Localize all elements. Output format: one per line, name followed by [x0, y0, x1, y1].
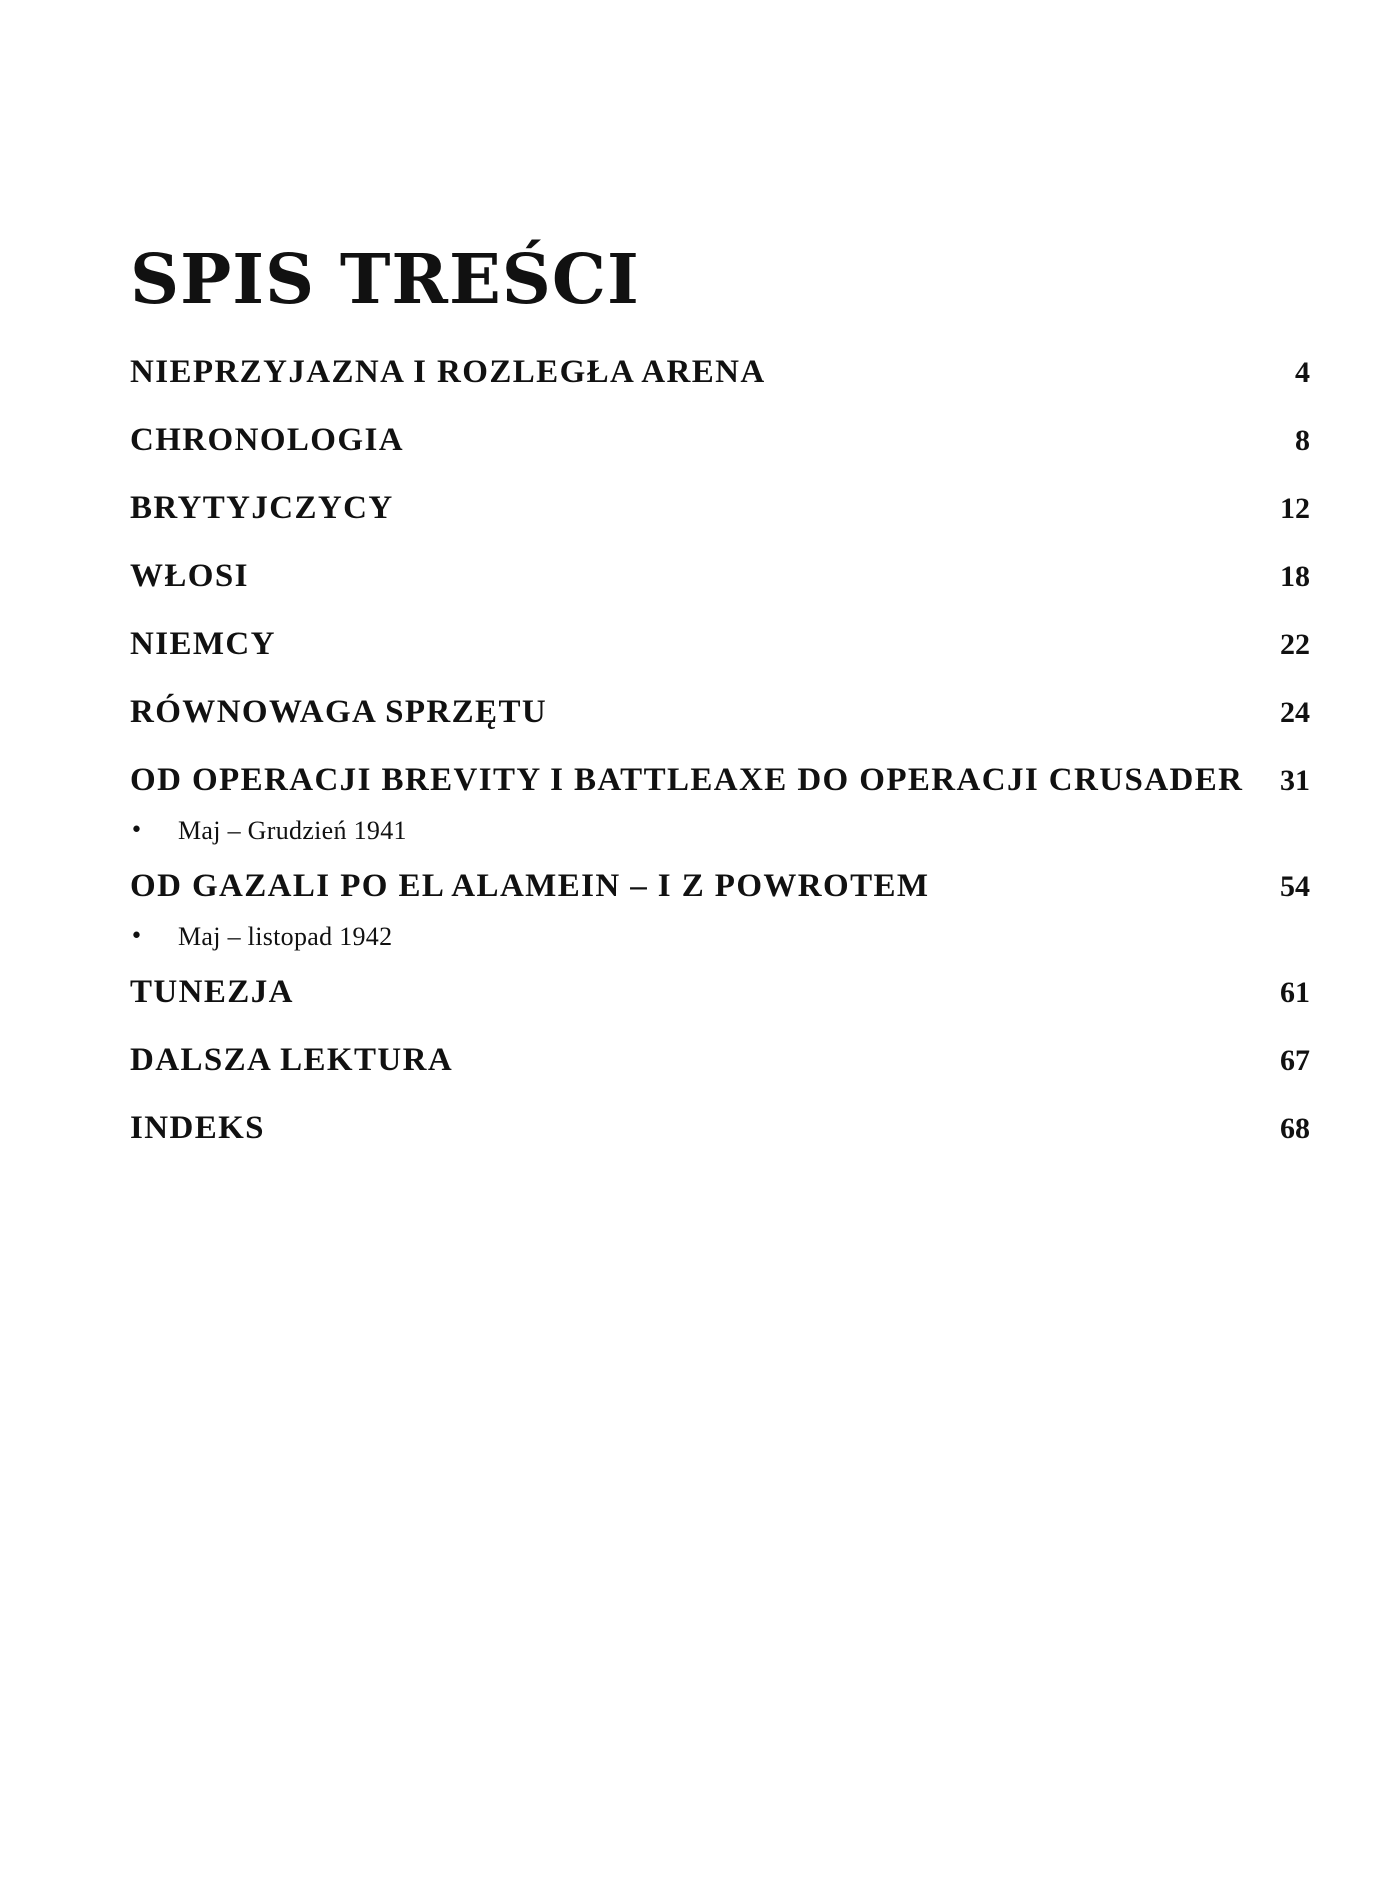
toc-subentry-text: Maj – listopad 1942 — [178, 922, 393, 951]
toc-entry-title: DALSZA LEKTURA — [130, 1042, 454, 1078]
toc-entry[interactable] — [130, 862, 1310, 968]
toc-page-number: 18 — [1280, 560, 1310, 593]
table-of-contents — [130, 348, 1310, 1172]
toc-subentry — [130, 800, 1310, 862]
toc-subentry-text: Maj – Grudzień 1941 — [178, 816, 407, 845]
toc-entry-title: CHRONOLOGIA — [130, 422, 404, 458]
toc-page-number: 61 — [1280, 976, 1310, 1009]
toc-page-number: 54 — [1280, 870, 1310, 903]
toc-entry[interactable] — [130, 416, 1310, 484]
toc-page-number: 4 — [1295, 356, 1310, 389]
toc-entry-title: WŁOSI — [130, 558, 249, 594]
toc-page-number: 12 — [1280, 492, 1310, 525]
toc-entry[interactable] — [130, 756, 1310, 862]
toc-page-number: 8 — [1295, 424, 1310, 457]
toc-row — [130, 484, 1310, 552]
toc-subentry — [130, 906, 1310, 968]
toc-entry-title: NIEMCY — [130, 626, 276, 662]
toc-row — [130, 552, 1310, 620]
bullet-icon: • — [130, 818, 143, 843]
toc-row — [130, 968, 1310, 1036]
toc-entry[interactable] — [130, 484, 1310, 552]
toc-entry-title: INDEKS — [130, 1110, 265, 1146]
toc-entry-title: RÓWNOWAGA SPRZĘTU — [130, 694, 548, 730]
toc-entry-title: NIEPRZYJAZNA I ROZLEGŁA ARENA — [130, 354, 766, 390]
toc-row — [130, 1104, 1310, 1172]
toc-entry-title: BRYTYJCZYCY — [130, 490, 394, 526]
toc-page-number: 22 — [1280, 628, 1310, 661]
toc-entry[interactable] — [130, 552, 1310, 620]
toc-entry[interactable] — [130, 620, 1310, 688]
toc-page-number: 68 — [1280, 1112, 1310, 1145]
toc-page-number: 67 — [1280, 1044, 1310, 1077]
toc-page-number: 24 — [1280, 696, 1310, 729]
toc-entry-title: OD GAZALI PO EL ALAMEIN – I Z POWROTEM — [130, 868, 930, 904]
toc-row — [130, 348, 1310, 416]
toc-row — [130, 416, 1310, 484]
toc-entry[interactable] — [130, 348, 1310, 416]
toc-entry-title: TUNEZJA — [130, 974, 294, 1010]
toc-entry-title: OD OPERACJI BREVITY I BATTLEAXE DO OPERACJI CRUSADER — [130, 762, 1244, 798]
toc-entry[interactable] — [130, 1104, 1310, 1172]
toc-row — [130, 620, 1310, 688]
toc-page-number: 31 — [1280, 764, 1310, 797]
toc-entry[interactable] — [130, 1036, 1310, 1104]
page-title: SPIS TREŚCI — [130, 240, 640, 320]
toc-row — [130, 1036, 1310, 1104]
toc-entry[interactable] — [130, 968, 1310, 1036]
toc-entry[interactable] — [130, 688, 1310, 756]
bullet-icon: • — [130, 924, 143, 949]
toc-row — [130, 688, 1310, 756]
